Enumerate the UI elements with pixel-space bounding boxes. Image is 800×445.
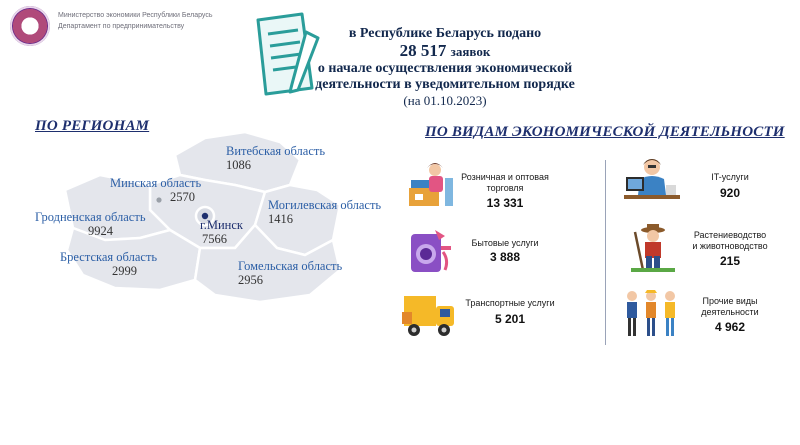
region-value-gomel: 2956 [238, 273, 263, 287]
activity-label-other-line1: Прочие виды [702, 296, 758, 306]
ministry-line2: Департамент по предпринимательству [58, 23, 185, 30]
delivery-truck-icon [400, 288, 460, 342]
ministry-logo [10, 6, 50, 46]
region-value-mogilev: 1416 [268, 212, 293, 226]
activity-label-retail-line1: Розничная и оптовая [461, 172, 549, 182]
activity-label-retail-line2: торговля [486, 183, 524, 193]
region-name-gomel: Гомельская область [238, 259, 343, 273]
activity-value-farming: 215 [719, 254, 741, 268]
activity-value-household: 3 888 [489, 250, 521, 264]
region-name-minsk-city: г.Минск [200, 218, 243, 232]
activity-label-household: Бытовые услуги [471, 238, 539, 248]
activity-label-retail [450, 172, 560, 194]
activities-heading: ПО ВИДАМ ЭКОНОМИЧЕСКОЙ ДЕЯТЕЛЬНОСТИ [425, 124, 785, 140]
region-name-vitebsk: Витебская область [226, 144, 326, 158]
activity-label-farming-line1: Растениеводство [693, 230, 767, 240]
region-name-brest: Брестская область [60, 250, 158, 264]
ministry-name [58, 10, 212, 32]
activity-value-transport: 5 201 [494, 312, 526, 326]
region-name-grodno: Гродненская область [35, 210, 146, 224]
region-value-minsk: 2570 [170, 190, 195, 204]
activity-label-transport: Транспортные услуги [465, 298, 555, 308]
region-value-minsk-city: 7566 [202, 232, 227, 246]
activity-label-farming [680, 230, 780, 252]
farmer-icon [625, 222, 681, 274]
regions-heading: ПО РЕГИОНАМ [35, 118, 150, 134]
region-value-brest: 2999 [112, 264, 137, 278]
headline [300, 26, 590, 109]
activity-label-farming-line2: и животноводство [692, 241, 768, 251]
headline-line4: деятельности в уведомительном порядке [315, 77, 575, 92]
headline-count: 28 517 [399, 41, 447, 60]
headline-count-suffix: заявок [450, 44, 491, 59]
headline-date: (на 01.10.2023) [403, 93, 487, 108]
headline-count-line [300, 42, 590, 61]
it-worker-icon [622, 155, 682, 211]
region-value-vitebsk: 1086 [226, 158, 251, 172]
column-divider [605, 160, 606, 345]
activity-value-it: 920 [719, 186, 741, 200]
region-value-grodno: 9924 [88, 224, 113, 238]
activity-label-it: IT-услуги [711, 172, 749, 182]
activity-label-other-line2: деятельности [701, 307, 759, 317]
ministry-line1: Министерство экономики Республики Беларусь [58, 12, 213, 19]
map-marker-dot [156, 197, 161, 202]
activity-value-retail: 13 331 [486, 196, 524, 210]
region-name-mogilev: Могилевская область [268, 198, 382, 212]
headline-line3: о начале осуществления экономической [317, 61, 573, 76]
region-name-minsk: Минская область [110, 176, 202, 190]
activity-label-other [680, 296, 780, 318]
activity-value-other: 4 962 [714, 320, 746, 334]
workers-group-icon [620, 286, 682, 342]
headline-line1: в Республике Беларусь подано [348, 26, 542, 41]
